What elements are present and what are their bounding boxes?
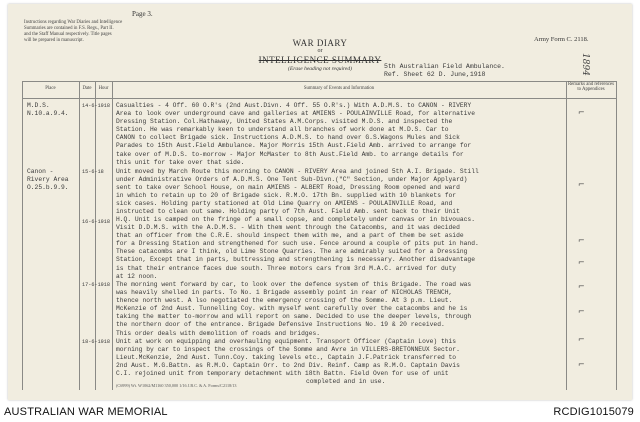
entry-line: 2nd Aust. M.G.Battn. as R.M.O. Captain Orr. to 2nd Div. Reinf. Camp as R.M.O. Captain Davis	[116, 362, 460, 370]
entry-line: at 12 noon.	[116, 272, 158, 280]
entry-text	[116, 168, 479, 217]
entry-text	[116, 281, 471, 338]
entry-line: completed and in use.	[306, 378, 386, 386]
footer-record-id: RCDIG1015079	[553, 406, 634, 418]
entry-line: Station, Except that in parts, buttressing and strengthening is necessary. Another disadvantage	[116, 256, 475, 264]
instruction-line: and the Staff Manual respectively. Title pages	[24, 32, 112, 37]
entry-line: These catacombs are I think, old Lime Stone Quarries. The are admirably suited for a Dressing	[116, 248, 468, 256]
entry-place: Canon - Rivery Area O.25.b.9.9.	[27, 168, 69, 192]
entry-line: Unit at work on equipping and overhauling equipment. Transport Officer (Captain Love) this	[116, 338, 457, 345]
entry-line: CANON to collect Brigade sick. Instructions A.D.M.S. to hand over G.S.Wagons Mules and Sick	[116, 134, 460, 142]
entry-line: morning by car to inspect the crossings of the Somme and Avre in VILLERS-BRETONNEUX Sector.	[116, 346, 460, 354]
entry-line: Visit D.D.M.S. with the A.D.M.S. - With them went through the Catacombs, and it was decided	[116, 224, 460, 232]
footer-institution: AUSTRALIAN WAR MEMORIAL	[4, 406, 168, 418]
instruction-line: will be prepared in manuscript.	[24, 38, 84, 43]
tick-mark-icon: ⌐	[578, 335, 585, 344]
entry-text	[116, 216, 479, 281]
entry-date: 17-6-1918	[82, 282, 111, 288]
entry-line: The morning went forward by car, to look over the defence system of this Brigade. The road was	[116, 281, 472, 288]
tick-mark-icon: ⌐	[578, 307, 585, 316]
entry-text	[116, 338, 460, 387]
entry-line: take over of M.D.S. to-morrow - Major McMaster to 8th Aust.Field Amb. to arrange details for	[116, 150, 464, 158]
tick-mark-icon: ⌐	[578, 236, 585, 245]
entry-line: C.I. rejoined unit from temporary detachment with 18th Battn. Field Oven for use of unit	[116, 370, 449, 378]
entry-line: Unit moved by March Route this morning to CANON - RIVERY Area and joined 5th A.I. Brigade. Still	[116, 168, 479, 175]
printer-imprint: (C6999) Wt. W1062/M1160 350,000 1/16 J.B.C. & A. Forms/C2118/13	[116, 383, 237, 388]
tick-mark-icon: ⌐	[578, 282, 585, 291]
entry-line: under Administrative Orders of A.D.M.S. One Tent Sub-Divn.("C" Section, under Major Applyard)	[116, 176, 468, 184]
entry-line: Dressing Station. Col.Hathaway, United States A.M.Corps. visited M.D.S. and inspected the	[116, 118, 453, 126]
tick-mark-icon: ⌐	[578, 180, 585, 189]
entry-line: Casualties - 4 Off. 60 O.R's (2nd Aust.Divn. 4 Off. 55 O.R's.) With A.D.M.S. to CANON - RIVERY	[116, 102, 472, 109]
entry-line: for a Dressing Station and strengthened for such use. Fence around a couple of pits put in hand.	[116, 240, 479, 248]
title-or: or	[317, 48, 323, 54]
entry-place: M.D.S. N.10.a.9.4.	[27, 102, 69, 118]
entry-date: 16-6-1918	[82, 219, 111, 225]
entry-line: instructed to clean out same. Holding party of 7th Aust. Field Amb. sent back to their Unit	[116, 208, 460, 216]
entry-line: is that their entrance faces due south. Three motors cars from 3rd M.A.C. arrived for duty	[116, 264, 457, 272]
entry-line: Area to look over underground cave and galleries at AMIENS - POULAINVILLE Road, for alternative	[116, 110, 475, 118]
entry-line: taking the matter to-morrow and will report on same. Decided to use the deeper levels, through	[116, 313, 472, 321]
column-header-summary: Summary of Events and Information	[303, 86, 375, 91]
entry-line: was heavily shelled in parts. To No. 1 Brigade assembly point in rear of NICHOLAS TRENCH,	[116, 289, 453, 297]
entry-line: McKenzie of 2nd Aust. Tunnelling Coy. with myself went carefully over the catacombs and he is	[116, 305, 468, 313]
instruction-line: Summaries are contained in F.S. Regs., Part II.	[24, 26, 114, 31]
column-header-remarks: Remarks and references to Appendices	[567, 82, 615, 92]
entry-text	[116, 102, 475, 167]
entry-date: 14-6-1918	[82, 103, 111, 109]
title-intelligence-summary: INTELLIGENCE SUMMARY	[258, 55, 382, 65]
entry-line: Lieut.McKenzie, 2nd Aust. Tunn.Coy. taking levels etc., Captain J.F.Patrick transferred to	[116, 354, 457, 362]
entry-line: the northern door of the entrance. Brigade Defensive Instructions No. 19 & 20 received.	[116, 321, 445, 329]
column-header-hour: Hour	[98, 86, 109, 91]
tick-mark-icon: ⌐	[578, 108, 585, 117]
entry-line: sick cases. Holding party stationed at Old Lime Quarry on AMIENS - POULAINVILLE Road, and	[116, 200, 453, 208]
entry-line: This order deals with demolition of roads and bridges.	[116, 329, 321, 337]
entry-line: sent to take over School House, on main AMIENS - ALBERT Road, Dressing Room opened and ward	[116, 184, 460, 192]
column-header-place: Place	[45, 86, 56, 91]
archive-stamp: 1894	[580, 53, 590, 76]
tick-mark-icon: ⌐	[578, 360, 585, 369]
entry-date: 18-6-1918	[82, 339, 111, 345]
title-note: (Erase heading not required)	[288, 66, 352, 72]
entry-line: this unit for take over that side.	[116, 158, 245, 166]
entry-line: H.Q. Unit is camped on the fringe of a small copse, and completely under canvas or in bivouacs.	[116, 216, 475, 223]
page-number: Page 3.	[132, 10, 153, 18]
title-war-diary: WAR DIARY	[292, 38, 348, 48]
entry-line: that an officer from the C.R.E. should inspect them with me, and a part of them be set aside	[116, 232, 464, 240]
entry-line: Parades to 15th Aust.Field Ambulance. Major Morris 15th Aust.Field Amb. arrived to arrange for	[116, 142, 472, 150]
column-header-date: Date	[82, 86, 92, 91]
entry-date: 15-6-18	[82, 169, 104, 175]
reference-sheet: Ref. Sheet 62 D. June,1918	[384, 71, 486, 78]
tick-mark-icon: ⌐	[578, 258, 585, 267]
army-form-number: Army Form C. 2118.	[534, 36, 589, 43]
entry-line: thence north west. A lso negotiated the emergency crossing of the Somme. At 3 p.m. Lieut.	[116, 297, 453, 305]
instruction-line: Instructions regarding War Diaries and Intelligence	[24, 20, 123, 25]
entry-line: in which to retain up to 20 of Brigade sick. R.M.O. 17th Bn. supplied with 10 blankets for	[116, 192, 457, 200]
entry-line: Station. He was remarkably keen to understand all branches of work done at M.D.S. Car to	[116, 126, 449, 134]
unit-name: 5th Australian Field Ambulance.	[384, 63, 505, 70]
